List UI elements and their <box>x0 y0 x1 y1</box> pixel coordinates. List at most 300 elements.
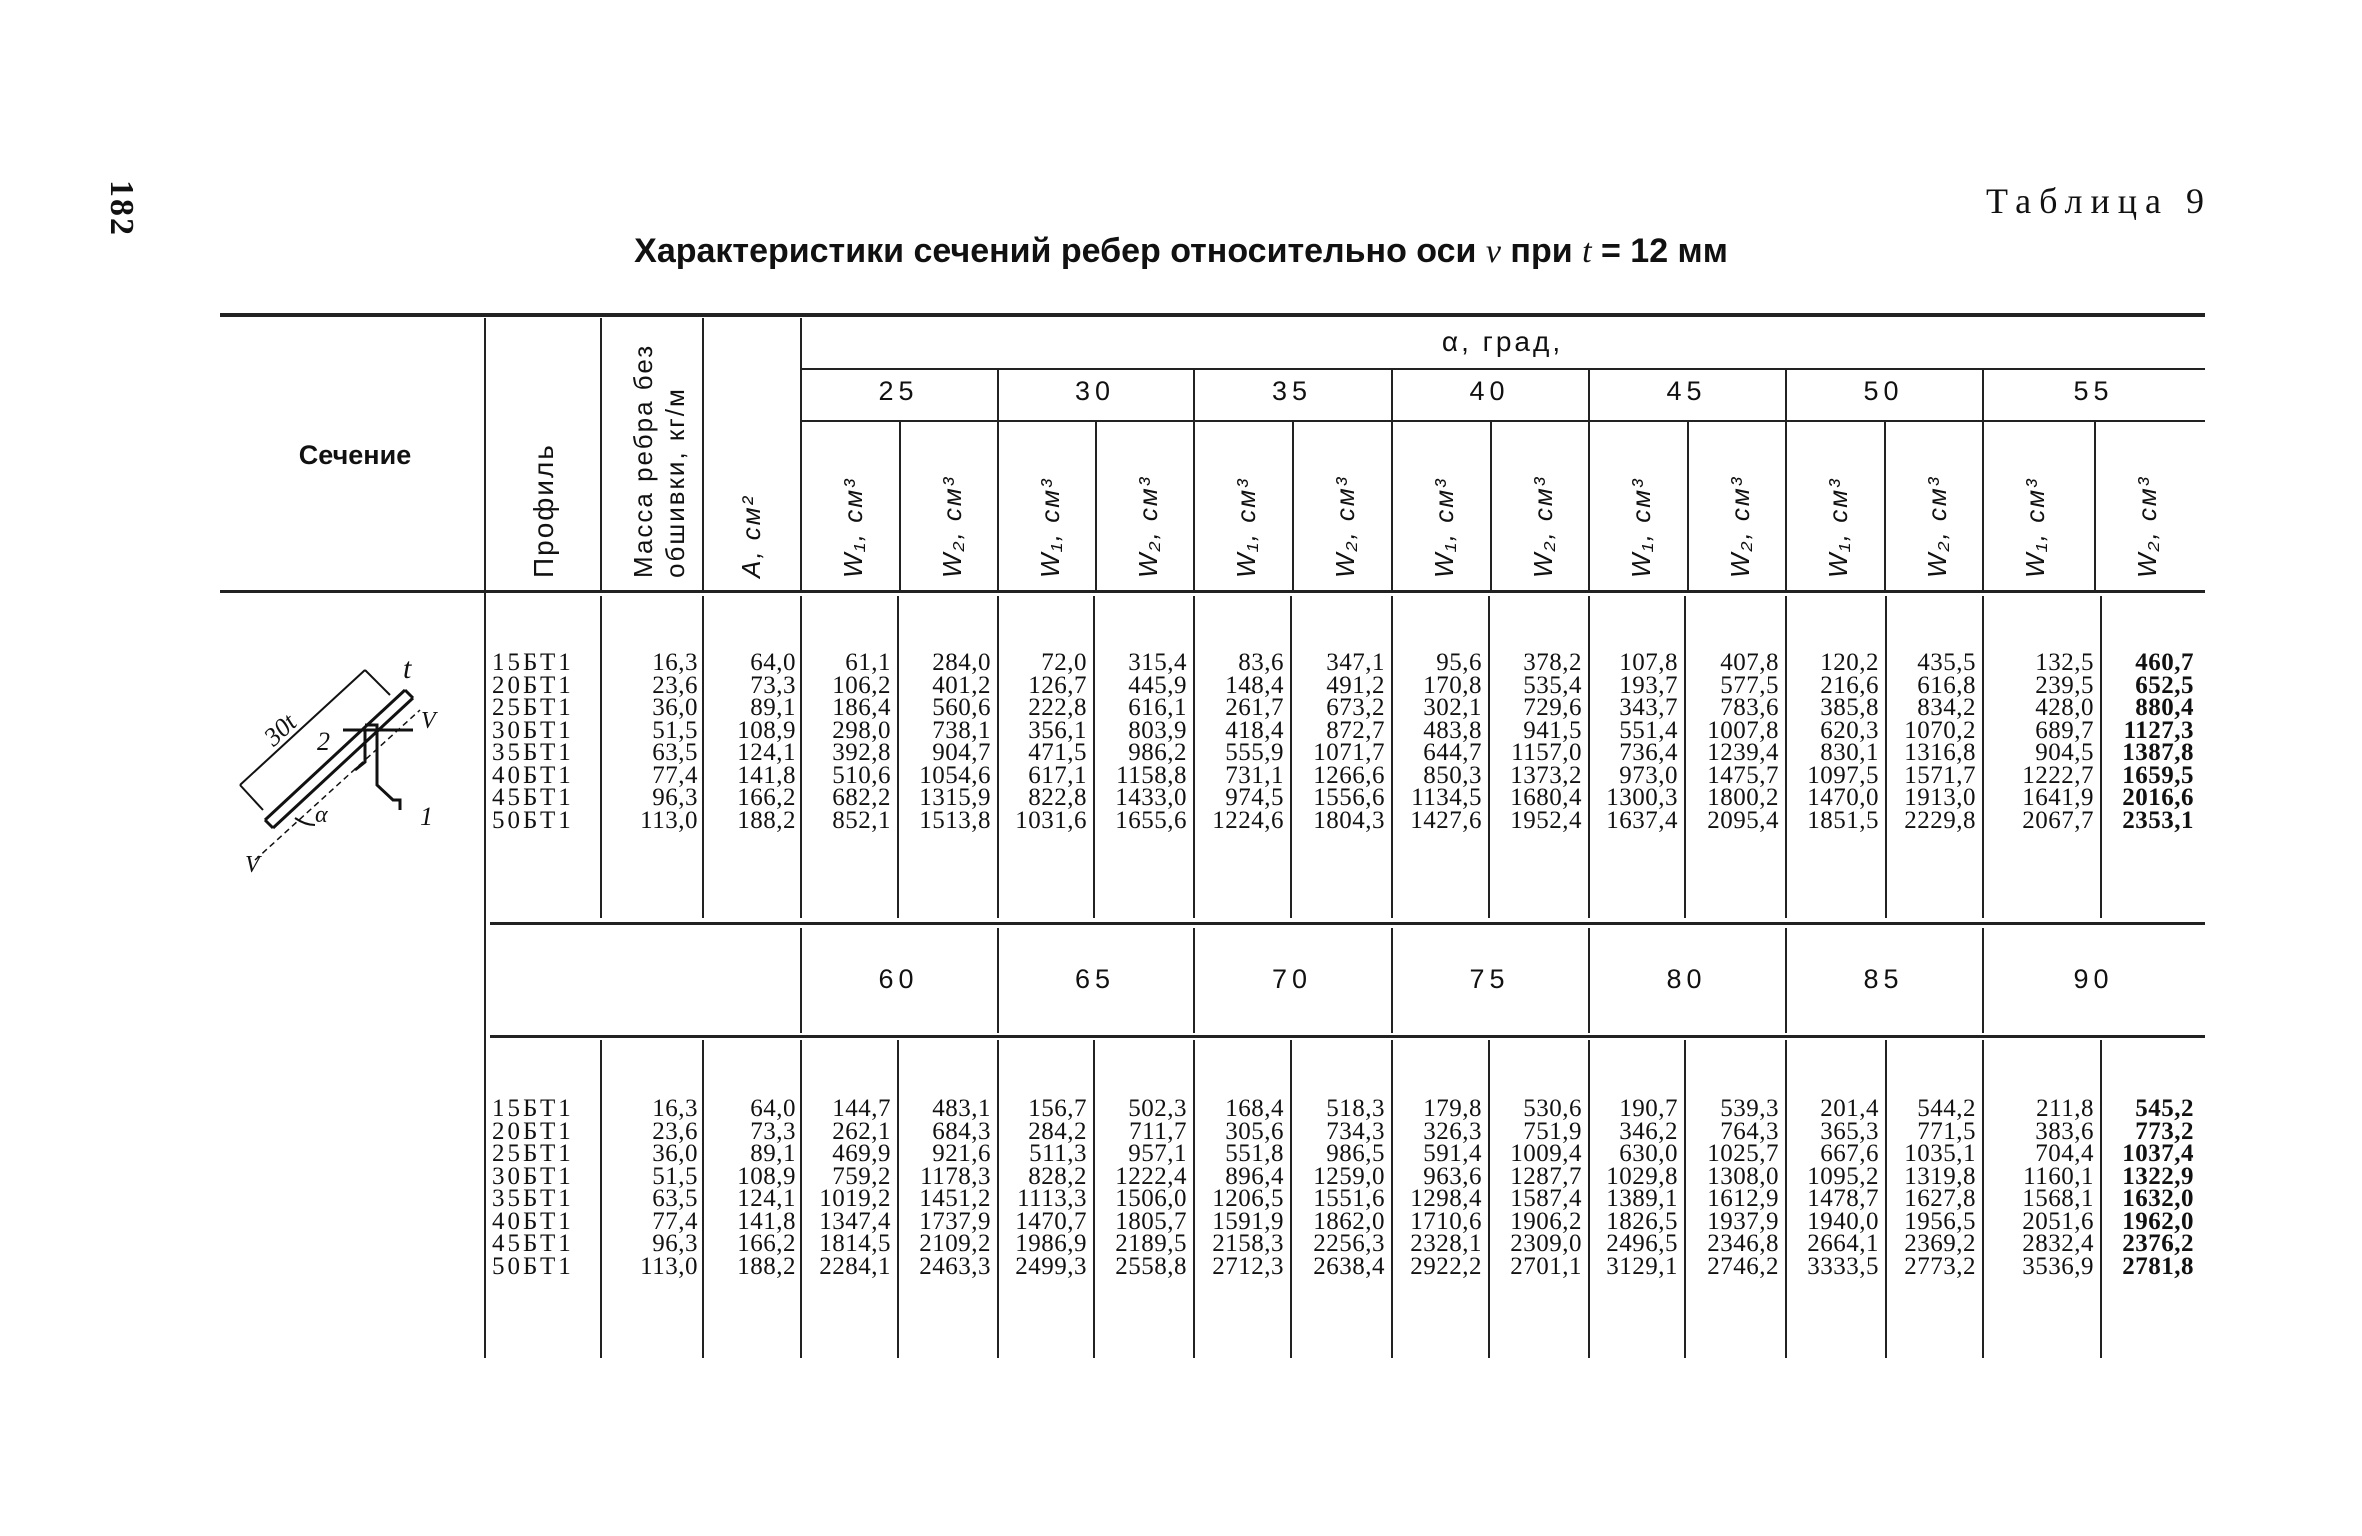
area-column <box>706 649 796 834</box>
label-v-bottom: V <box>245 852 260 878</box>
w-column <box>899 649 991 834</box>
table-cell: 124,1 <box>737 739 796 766</box>
table-cell: 1070,2 <box>1904 716 1976 744</box>
table-cell: 2499,3 <box>1015 1252 1087 1280</box>
table-cell: 711,7 <box>1129 1117 1187 1145</box>
table-cell: 1009,4 <box>1510 1140 1582 1167</box>
table-cell: 1315,9 <box>919 784 991 811</box>
title-text-1: Характеристики сечений ребер относительно оси <box>634 232 1486 270</box>
angle-header-75: 75 <box>1469 964 1510 994</box>
table-cell: 1054,6 <box>919 761 991 789</box>
table-cell: 190,7 <box>1619 1095 1678 1122</box>
alpha-header-rule <box>800 368 2205 370</box>
block2-angle-bottom-rule <box>490 1035 2205 1038</box>
table-cell: 2922,2 <box>1410 1252 1482 1280</box>
table-cell: 1427,6 <box>1410 806 1482 834</box>
w-column-separator <box>1292 422 1294 590</box>
table-cell: 170,8 <box>1423 671 1482 699</box>
w-column <box>1590 1095 1678 1280</box>
table-cell: 15БТ1 <box>492 1095 574 1122</box>
table-cell: 113,0 <box>640 806 698 834</box>
table-cell: 545,2 <box>2135 1095 2194 1122</box>
table-cell: 880,4 <box>2135 694 2194 721</box>
angle-header-80: 80 <box>1666 964 1707 994</box>
table-cell: 1287,7 <box>1510 1162 1582 1190</box>
table-cell: 1178,3 <box>920 1162 991 1190</box>
table-cell: 95,6 <box>1436 649 1482 676</box>
table-cell: 2664,1 <box>1807 1230 1879 1257</box>
table-cell: 460,7 <box>2135 649 2194 676</box>
dimension-ext-1 <box>240 785 263 810</box>
table-cell: 616,8 <box>1917 671 1976 699</box>
table-cell: 1587,4 <box>1510 1185 1582 1212</box>
area-header: A, см² <box>736 494 766 578</box>
table-cell: 141,8 <box>737 761 796 789</box>
table-cell: 148,4 <box>1225 671 1284 699</box>
page-number: 182 <box>103 180 140 237</box>
table-cell: 45БТ1 <box>492 1230 574 1257</box>
section-header: Сечение <box>298 440 412 470</box>
title-text-3: = 12 мм <box>1591 232 1728 270</box>
col-sep-section <box>484 318 486 1358</box>
table-cell: 23,6 <box>652 671 698 699</box>
table-cell: 941,5 <box>1523 716 1582 744</box>
label-30t: 30t <box>258 707 303 752</box>
table-cell: 222,8 <box>1028 694 1087 721</box>
table-cell: 284,0 <box>932 649 991 676</box>
table-cell: 957,1 <box>1128 1140 1187 1167</box>
title-thickness-symbol: t <box>1582 233 1592 270</box>
w-column <box>1590 649 1678 834</box>
table-cell: 1710,6 <box>1410 1207 1482 1235</box>
table-cell: 1239,4 <box>1707 739 1779 766</box>
table-cell: 2095,4 <box>1707 806 1779 834</box>
table-cell: 401,2 <box>932 671 991 699</box>
angle-header-35: 35 <box>1271 376 1313 406</box>
alpha-arc <box>295 818 315 825</box>
table-cell: 392,8 <box>832 739 891 766</box>
w-column <box>1887 649 1976 834</box>
table-cell: 50БТ1 <box>492 806 574 834</box>
table-cell: 1800,2 <box>1707 784 1779 811</box>
table-cell: 216,6 <box>1820 671 1879 699</box>
table-cell: 2051,6 <box>2022 1207 2094 1235</box>
table-cell: 16,3 <box>652 1095 698 1122</box>
table-cell: 904,7 <box>932 739 991 766</box>
profile-column <box>492 649 600 834</box>
w-column <box>1887 1095 1976 1280</box>
w-column <box>1984 1095 2094 1280</box>
table-cell: 850,3 <box>1423 761 1482 789</box>
w1-header: W₁, см³ <box>838 477 868 578</box>
table-cell: 124,1 <box>737 1185 796 1212</box>
angle-header-40: 40 <box>1469 376 1510 406</box>
table-cell: 2558,8 <box>1115 1252 1187 1280</box>
table-cell: 469,9 <box>832 1140 891 1167</box>
angle-header-30: 30 <box>1074 376 1116 406</box>
table-cell: 188,2 <box>737 806 796 834</box>
w2-header: W₂, см³ <box>1330 475 1360 578</box>
table-cell: 1029,8 <box>1606 1162 1678 1190</box>
body-column-line <box>702 1040 704 1358</box>
w-column <box>1292 649 1385 834</box>
table-cell: 2701,1 <box>1510 1252 1582 1280</box>
table-cell: 1134,5 <box>1411 784 1482 811</box>
table-cell: 2016,6 <box>2122 784 2194 811</box>
table-cell: 904,5 <box>2035 739 2094 766</box>
table-cell: 1632,0 <box>2122 1185 2194 1212</box>
table-cell: 986,2 <box>1128 739 1187 766</box>
table-cell: 1962,0 <box>2122 1207 2194 1235</box>
w-column <box>1095 649 1187 834</box>
table-cell: 731,1 <box>1225 761 1284 789</box>
label-2: 2 <box>317 727 330 756</box>
table-cell: 25БТ1 <box>492 694 574 721</box>
w2-header: W₂, см³ <box>1528 475 1558 578</box>
label-alpha: α <box>315 802 328 828</box>
table-cell: 834,2 <box>1917 694 1976 721</box>
table-cell: 73,3 <box>750 1117 796 1145</box>
w-column <box>1490 649 1582 834</box>
table-cell: 1035,1 <box>1904 1140 1976 1167</box>
col-sep-area <box>800 318 802 590</box>
w-column <box>1686 649 1779 834</box>
table-cell: 852,1 <box>832 806 891 834</box>
table-cell: 343,7 <box>1619 694 1678 721</box>
table-cell: 1506,0 <box>1115 1185 1187 1212</box>
table-cell: 113,0 <box>640 1252 698 1280</box>
table-cell: 2369,2 <box>1904 1230 1976 1257</box>
block1-bottom-rule <box>490 922 2205 925</box>
table-cell: 652,5 <box>2135 671 2194 699</box>
dimension-ext-2 <box>365 670 390 695</box>
table-cell: 378,2 <box>1523 649 1582 676</box>
table-cell: 689,7 <box>2035 716 2094 744</box>
table-cell: 773,2 <box>2135 1117 2194 1145</box>
table-cell: 77,4 <box>652 1207 698 1235</box>
table-cell: 560,6 <box>932 694 991 721</box>
alpha-header: α, град, <box>1441 326 1564 357</box>
table-cell: 1451,2 <box>919 1185 991 1212</box>
table-cell: 188,2 <box>737 1252 796 1280</box>
table-cell: 1591,9 <box>1212 1207 1284 1235</box>
table-cell: 40БТ1 <box>492 1207 574 1235</box>
w-column-separator <box>1490 422 1492 590</box>
table-cell: 108,9 <box>737 1162 796 1190</box>
w1-header: W₁, см³ <box>1035 477 1065 578</box>
table-cell: 1224,6 <box>1212 806 1284 834</box>
table-cell: 45БТ1 <box>492 784 574 811</box>
table-cell: 771,5 <box>1917 1117 1976 1145</box>
table-cell: 2638,4 <box>1313 1252 1385 1280</box>
table-cell: 35БТ1 <box>492 1185 574 1212</box>
w-column-separator <box>1095 422 1097 590</box>
table-cell: 896,4 <box>1225 1162 1284 1190</box>
table-cell: 471,5 <box>1028 739 1087 766</box>
w1-header: W₁, см³ <box>1429 477 1459 578</box>
plate-edge-1 <box>265 690 405 820</box>
table-cell: 418,4 <box>1225 716 1284 744</box>
table-cell: 89,1 <box>750 1140 796 1167</box>
table-cell: 120,2 <box>1820 649 1879 676</box>
w-column <box>899 1095 991 1280</box>
table-cell: 483,1 <box>932 1095 991 1122</box>
table-cell: 77,4 <box>652 761 698 789</box>
table-cell: 107,8 <box>1619 649 1678 676</box>
table-cell: 40БТ1 <box>492 761 574 789</box>
table-cell: 1937,9 <box>1707 1207 1779 1235</box>
w-column <box>999 1095 1087 1280</box>
table-cell: 673,2 <box>1326 694 1385 721</box>
table-cell: 1007,8 <box>1707 716 1779 744</box>
w2-header: W₂, см³ <box>1922 475 1952 578</box>
w-column-separator <box>2094 422 2096 590</box>
table-cell: 2496,5 <box>1606 1230 1678 1257</box>
table-cell: 616,1 <box>1128 694 1187 721</box>
table-cell: 974,5 <box>1225 784 1284 811</box>
table-cell: 1805,7 <box>1115 1207 1187 1235</box>
table-cell: 551,4 <box>1619 716 1678 744</box>
table-cell: 1316,8 <box>1904 739 1976 766</box>
table-cell: 738,1 <box>932 716 991 744</box>
angle-header-45: 45 <box>1666 376 1707 406</box>
table-cell: 2746,2 <box>1707 1252 1779 1280</box>
w2-header: W₂, см³ <box>937 475 967 578</box>
table-cell: 2284,1 <box>819 1252 891 1280</box>
table-cell: 365,3 <box>1820 1117 1879 1145</box>
table-cell: 1814,5 <box>819 1230 891 1257</box>
table-cell: 1095,2 <box>1807 1162 1879 1190</box>
table-cell: 1373,2 <box>1510 761 1582 789</box>
table-cell: 1804,3 <box>1313 806 1385 834</box>
table-cell: 1300,3 <box>1606 784 1678 811</box>
w2-header: W₂, см³ <box>2132 475 2162 578</box>
table-cell: 963,6 <box>1423 1162 1482 1190</box>
w-column-separator <box>899 422 901 590</box>
label-1: 1 <box>420 802 433 831</box>
table-cell: 262,1 <box>832 1117 891 1145</box>
table-cell: 1113,3 <box>1017 1185 1087 1212</box>
w1-header: W₁, см³ <box>1231 477 1261 578</box>
table-cell: 1071,7 <box>1313 739 1385 766</box>
w-column-separator <box>1884 422 1886 590</box>
table-cell: 96,3 <box>652 1230 698 1257</box>
table-cell: 96,3 <box>652 784 698 811</box>
table-cell: 1322,9 <box>2122 1162 2194 1190</box>
w-column <box>1686 1095 1779 1280</box>
plate-end-2 <box>405 690 413 698</box>
table-cell: 2229,8 <box>1904 806 1976 834</box>
table-cell: 20БТ1 <box>492 671 574 699</box>
title-text-2: при <box>1500 232 1583 270</box>
table-cell: 1157,0 <box>1511 739 1582 766</box>
w-column <box>1095 1095 1187 1280</box>
table-cell: 736,4 <box>1619 739 1678 766</box>
table-cell: 2309,0 <box>1510 1230 1582 1257</box>
angle-header-60: 60 <box>878 964 919 994</box>
table-cell: 106,2 <box>832 671 891 699</box>
w-column <box>1393 649 1482 834</box>
table-cell: 1298,4 <box>1410 1185 1482 1212</box>
table-cell: 1851,5 <box>1807 806 1879 834</box>
table-cell: 2328,1 <box>1410 1230 1482 1257</box>
table-cell: 1158,8 <box>1116 761 1187 789</box>
table-cell: 644,7 <box>1423 739 1482 766</box>
w1-header: W₁, см³ <box>2020 477 2050 578</box>
table-cell: 1470,7 <box>1015 1207 1087 1235</box>
table-cell: 347,1 <box>1326 649 1385 676</box>
table-cell: 1478,7 <box>1807 1185 1879 1212</box>
table-cell: 73,3 <box>750 671 796 699</box>
table-cell: 1347,4 <box>819 1207 891 1235</box>
table-cell: 511,3 <box>1029 1140 1087 1167</box>
table-cell: 502,3 <box>1128 1095 1187 1122</box>
table-cell: 179,8 <box>1423 1095 1482 1122</box>
header-bottom-rule <box>220 590 2205 593</box>
table-cell: 407,8 <box>1720 649 1779 676</box>
table-cell: 921,6 <box>932 1140 991 1167</box>
table-cell: 89,1 <box>750 694 796 721</box>
table-cell: 2256,3 <box>1313 1230 1385 1257</box>
table-cell: 783,6 <box>1720 694 1779 721</box>
table-cell: 315,4 <box>1128 649 1187 676</box>
area-column <box>706 1095 796 1280</box>
table-cell: 1940,0 <box>1807 1207 1879 1235</box>
table-cell: 261,7 <box>1225 694 1284 721</box>
table-cell: 1037,4 <box>2122 1140 2194 1167</box>
table-cell: 156,7 <box>1028 1095 1087 1122</box>
table-cell: 682,2 <box>832 784 891 811</box>
table-cell: 51,5 <box>652 1162 698 1190</box>
table-cell: 1906,2 <box>1510 1207 1582 1235</box>
table-cell: 50БТ1 <box>492 1252 574 1280</box>
profile-column <box>492 1095 600 1280</box>
table-cell: 483,8 <box>1423 716 1482 744</box>
table-cell: 15БТ1 <box>492 649 574 676</box>
table-cell: 1952,4 <box>1510 806 1582 834</box>
table-label: Таблица 9 <box>1986 181 2212 221</box>
table-cell: 667,6 <box>1820 1140 1879 1167</box>
w2-header: W₂, см³ <box>1725 475 1755 578</box>
col-sep-profile <box>600 318 602 590</box>
table-cell: 630,0 <box>1619 1140 1678 1167</box>
table-cell: 1956,5 <box>1904 1207 1976 1235</box>
table-cell: 2781,8 <box>2122 1252 2194 1280</box>
table-cell: 168,4 <box>1225 1095 1284 1122</box>
title-axis: v <box>1485 233 1501 270</box>
table-cell: 1659,5 <box>2122 761 2194 789</box>
w-column <box>1393 1095 1482 1280</box>
table-cell: 201,4 <box>1820 1095 1879 1122</box>
w-column-separator <box>1687 422 1689 590</box>
mass-column <box>604 1095 698 1280</box>
angle-header-55: 55 <box>2073 376 2114 406</box>
mass-header-line2: обшивки, кг/м <box>660 387 690 578</box>
table-cell: 2067,7 <box>2022 806 2094 834</box>
table-cell: 828,2 <box>1028 1162 1087 1190</box>
table-cell: 684,3 <box>932 1117 991 1145</box>
table-cell: 64,0 <box>750 649 796 676</box>
table-cell: 539,3 <box>1720 1095 1779 1122</box>
angle-header-85: 85 <box>1863 964 1904 994</box>
table-cell: 1259,0 <box>1313 1162 1385 1190</box>
table-cell: 186,4 <box>832 694 891 721</box>
table-cell: 1571,7 <box>1904 761 1976 789</box>
table-cell: 620,3 <box>1820 716 1879 744</box>
table-cell: 1308,0 <box>1707 1162 1779 1190</box>
table-cell: 298,0 <box>832 716 891 744</box>
table-cell: 986,5 <box>1326 1140 1385 1167</box>
rib-section-diagram <box>225 650 455 880</box>
table-cell: 144,7 <box>832 1095 891 1122</box>
w-column <box>1195 649 1284 834</box>
table-cell: 830,1 <box>1820 739 1879 766</box>
table-cell: 734,3 <box>1326 1117 1385 1145</box>
table-cell: 577,5 <box>1720 671 1779 699</box>
table-cell: 284,2 <box>1028 1117 1087 1145</box>
table-cell: 2109,2 <box>919 1230 991 1257</box>
table-cell: 729,6 <box>1523 694 1582 721</box>
table-cell: 428,0 <box>2035 694 2094 721</box>
table-cell: 1266,6 <box>1313 761 1385 789</box>
table-cell: 1680,4 <box>1510 784 1582 811</box>
plate-edge-2 <box>273 698 413 828</box>
table-cell: 2712,3 <box>1212 1252 1284 1280</box>
table-cell: 141,8 <box>737 1207 796 1235</box>
body-column-line <box>600 1040 602 1358</box>
w1-header: W₁, см³ <box>1626 477 1656 578</box>
table-cell: 346,2 <box>1619 1117 1678 1145</box>
table-cell: 1097,5 <box>1807 761 1879 789</box>
table-cell: 1470,0 <box>1807 784 1879 811</box>
table-cell: 764,3 <box>1720 1117 1779 1145</box>
table-cell: 1025,7 <box>1707 1140 1779 1167</box>
angle-header-rule <box>800 420 2205 422</box>
table-cell: 1862,0 <box>1313 1207 1385 1235</box>
angle-header-70: 70 <box>1271 964 1313 994</box>
w-column <box>802 1095 891 1280</box>
table-cell: 1387,8 <box>2122 739 2194 766</box>
table-cell: 30БТ1 <box>492 716 574 744</box>
table-cell: 3333,5 <box>1807 1252 1879 1280</box>
table-cell: 51,5 <box>652 716 698 744</box>
w-column <box>1787 1095 1879 1280</box>
w-column <box>1787 649 1879 834</box>
table-cell: 239,5 <box>2035 671 2094 699</box>
table-cell: 1127,3 <box>2123 716 2194 744</box>
table-cell: 385,8 <box>1820 694 1879 721</box>
table-cell: 61,1 <box>845 649 891 676</box>
table-cell: 16,3 <box>652 649 698 676</box>
table-cell: 1160,1 <box>2023 1162 2094 1190</box>
w-column <box>1984 649 2094 834</box>
table-cell: 535,4 <box>1523 671 1582 699</box>
w2-header: W₂, см³ <box>1133 475 1163 578</box>
table-cell: 1655,6 <box>1115 806 1187 834</box>
table-cell: 1319,8 <box>1904 1162 1976 1190</box>
table-cell: 126,7 <box>1028 671 1087 699</box>
table-cell: 2353,1 <box>2122 806 2194 834</box>
table-cell: 803,9 <box>1128 716 1187 744</box>
table-cell: 591,4 <box>1423 1140 1482 1167</box>
w-column <box>802 649 891 834</box>
table-cell: 132,5 <box>2035 649 2094 676</box>
mass-header-line1: Масса ребра без <box>628 343 658 578</box>
table-cell: 1475,7 <box>1707 761 1779 789</box>
table-cell: 63,5 <box>652 739 698 766</box>
table-cell: 25БТ1 <box>492 1140 574 1167</box>
table-cell: 36,0 <box>652 694 698 721</box>
